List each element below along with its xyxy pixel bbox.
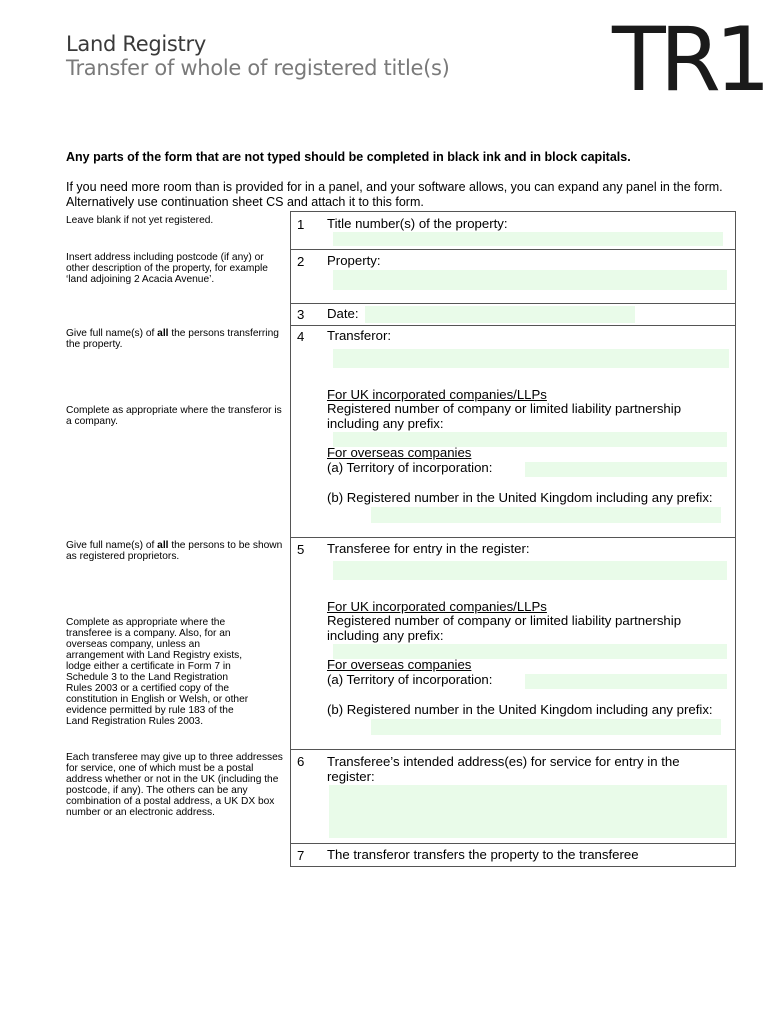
form-subtitle: Transfer of whole of registered title(s) [66,56,450,80]
uk-company-label: Registered number of company or limited liability partnership including any prefix: [327,613,682,643]
side-note-text: Give full name(s) of [66,540,158,551]
form-code: TR1 [612,8,765,111]
address-service-input[interactable] [329,785,727,838]
overseas-company-heading: For overseas companies [327,445,472,460]
panel-number: 6 [297,754,305,769]
side-note-title-number: Leave blank if not yet registered. [66,215,214,226]
side-note-property: Insert address including postcode (if any) or other description of the property, for example ‘land adjoining 2 Acacia Avenue’. [66,252,268,285]
panel-transferor [290,325,736,538]
panel-number: 1 [297,217,305,232]
transferee-name-input[interactable] [333,561,727,580]
territory-label: (a) Territory of incorporation: [327,460,493,475]
expand-panel-note: If you need more room than is provided for in a panel, and your software allows, you can expand any panel in the form. Alternatively use continuation sheet CS and attach it to this form. [66,180,723,209]
transferor-uk-number-input[interactable] [371,507,721,523]
title-number-input[interactable] [333,232,723,246]
date-input[interactable] [365,306,635,323]
transferee-uk-number-input[interactable] [371,719,721,735]
uk-company-heading: For UK incorporated companies/LLPs [327,599,547,614]
panel-number: 4 [297,329,305,344]
panel-title-number [290,211,736,250]
panel-number: 3 [297,307,305,322]
uk-number-label: (b) Registered number in the United Kingdom including any prefix: [327,702,713,717]
panel-label: The transferor transfers the property to the transferee [327,847,639,862]
panel-property [290,249,736,304]
panel-address-service [290,749,736,844]
territory-label: (a) Territory of incorporation: [327,672,493,687]
panel-number: 7 [297,848,305,863]
panel-label: Title number(s) of the property: [327,216,508,231]
panel-transfer-statement [290,843,736,867]
side-note-transferor-company: Complete as appropriate where the transferor is a company. [66,405,282,427]
brand-name: Land Registry [66,32,206,56]
side-note-text: Give full name(s) of [66,328,158,339]
transferee-territory-input[interactable] [525,674,727,689]
panel-transferee [290,537,736,750]
side-note-emphasis: all [157,540,169,551]
overseas-company-heading: For overseas companies [327,657,472,672]
panel-label: Transferee for entry in the register: [327,541,530,556]
side-note-text: the persons transferring the property. [66,328,279,350]
side-note-transferee-company: Complete as appropriate where the transferee is a company. Also, for an overseas company, unless an arrangement with Land Registry exists, lodge either a certificate in Form 7 in Schedule 3 to the Land Registration Rules 2003 or a certified copy of the constitution in English or Welsh, or other evidence permitted by rule 183 of the Land Registration Rules 2003. [66,617,249,727]
panel-label: Transferor: [327,328,391,343]
side-note-text: the persons to be shown as registered proprietors. [66,540,283,562]
panel-date [290,303,736,326]
side-note-transferor [66,328,284,350]
panel-number: 2 [297,254,305,269]
panel-label: Property: [327,253,381,268]
panel-number: 5 [297,542,305,557]
side-note-transferee [66,540,284,562]
panel-label: Transferee’s intended address(es) for service for entry in the register: [327,754,680,784]
side-note-emphasis: all [157,328,169,339]
side-note-address-service: Each transferee may give up to three addresses for service, one of which must be a postal address whether or not in the UK (including the postcode, if any). The others can be any combination of a postal address, a UK DX box number or an electronic address. [66,752,283,818]
transferor-territory-input[interactable] [525,462,727,477]
uk-company-label: Registered number of company or limited liability partnership including any prefix: [327,401,682,431]
uk-number-label: (b) Registered number in the United Kingdom including any prefix: [327,490,713,505]
ink-instruction: Any parts of the form that are not typed should be completed in black ink and in block capitals. [66,150,631,164]
transferor-name-input[interactable] [333,349,729,368]
panel-label: Date: [327,306,359,321]
uk-company-heading: For UK incorporated companies/LLPs [327,387,547,402]
property-input[interactable] [333,270,727,290]
